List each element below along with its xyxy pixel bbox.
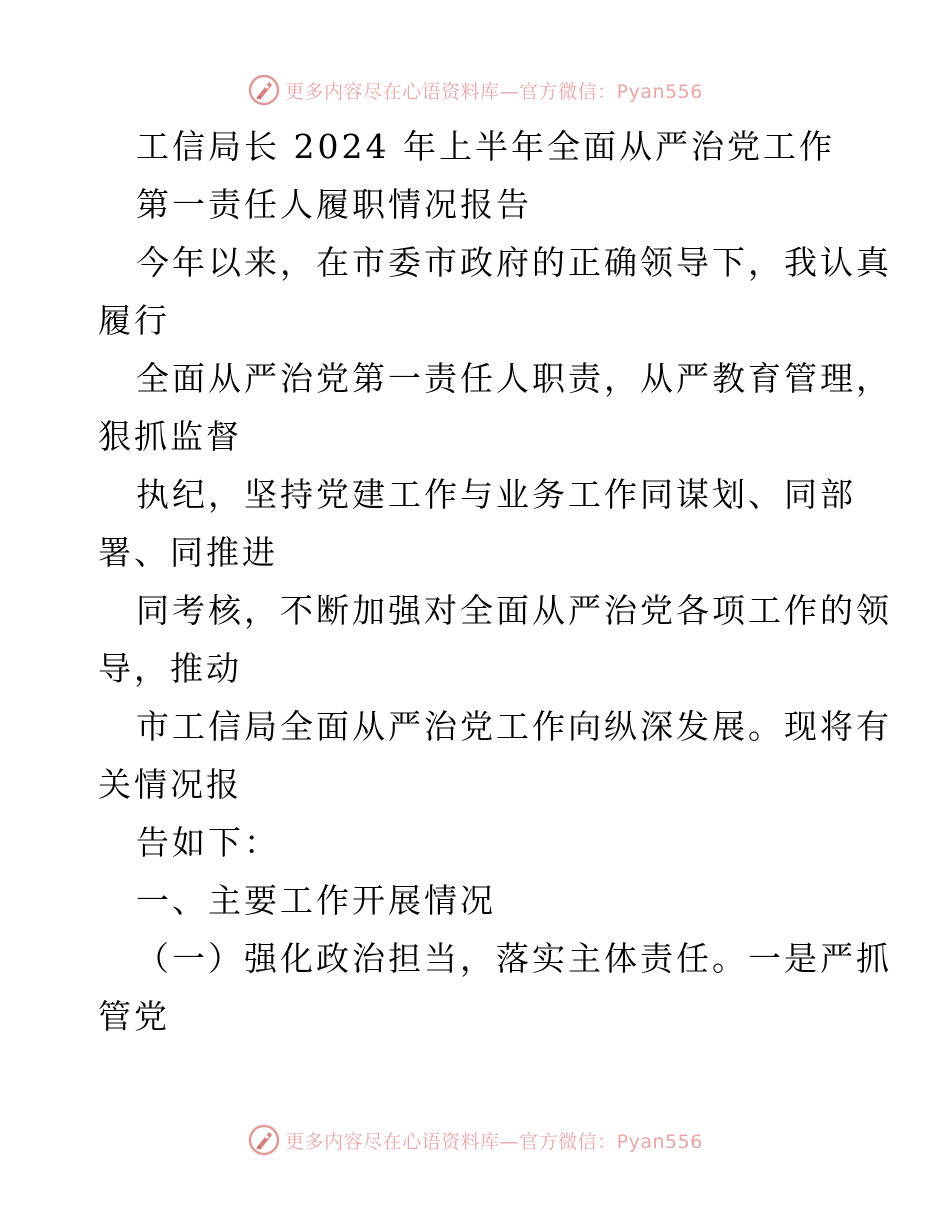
paragraph-line: 告如下： <box>136 823 280 862</box>
footer-watermark-banner <box>0 1120 950 1160</box>
pen-nib-logo-icon <box>247 73 281 107</box>
paragraph-line: 导，推动 <box>98 649 242 688</box>
subsection-line: （一）强化政治担当，落实主体责任。一是严抓 <box>136 939 892 978</box>
paragraph-line: 执纪，坚持党建工作与业务工作同谋划、同部 <box>136 475 856 514</box>
paragraph-line: 全面从严治党第一责任人职责，从严教育管理， <box>136 359 892 398</box>
header-watermark-text: 更多内容尽在心语资料库—官方微信：Pyan556 <box>285 80 703 103</box>
footer-watermark-text: 更多内容尽在心语资料库—官方微信：Pyan556 <box>285 1130 703 1153</box>
paragraph-line: 管党 <box>98 997 170 1036</box>
pen-nib-logo-icon <box>247 1123 281 1157</box>
paragraph-line: 履行 <box>98 301 170 340</box>
paragraph-line: 署、同推进 <box>98 533 278 572</box>
paragraph-line: 同考核，不断加强对全面从严治党各项工作的领 <box>136 591 892 630</box>
paragraph-line: 狠抓监督 <box>98 417 242 456</box>
paragraph-line: 市工信局全面从严治党工作向纵深发展。现将有 <box>136 707 892 746</box>
paragraph-line: 关情况报 <box>98 765 242 804</box>
paragraph-line: 今年以来，在市委市政府的正确领导下，我认真 <box>136 243 892 282</box>
doc-title-line-1: 工信局长 2024 年上半年全面从严治党工作 <box>136 127 835 166</box>
header-watermark-banner <box>0 70 950 110</box>
section-heading: 一、主要工作开展情况 <box>136 881 496 920</box>
doc-title-line-2: 第一责任人履职情况报告 <box>136 185 532 224</box>
